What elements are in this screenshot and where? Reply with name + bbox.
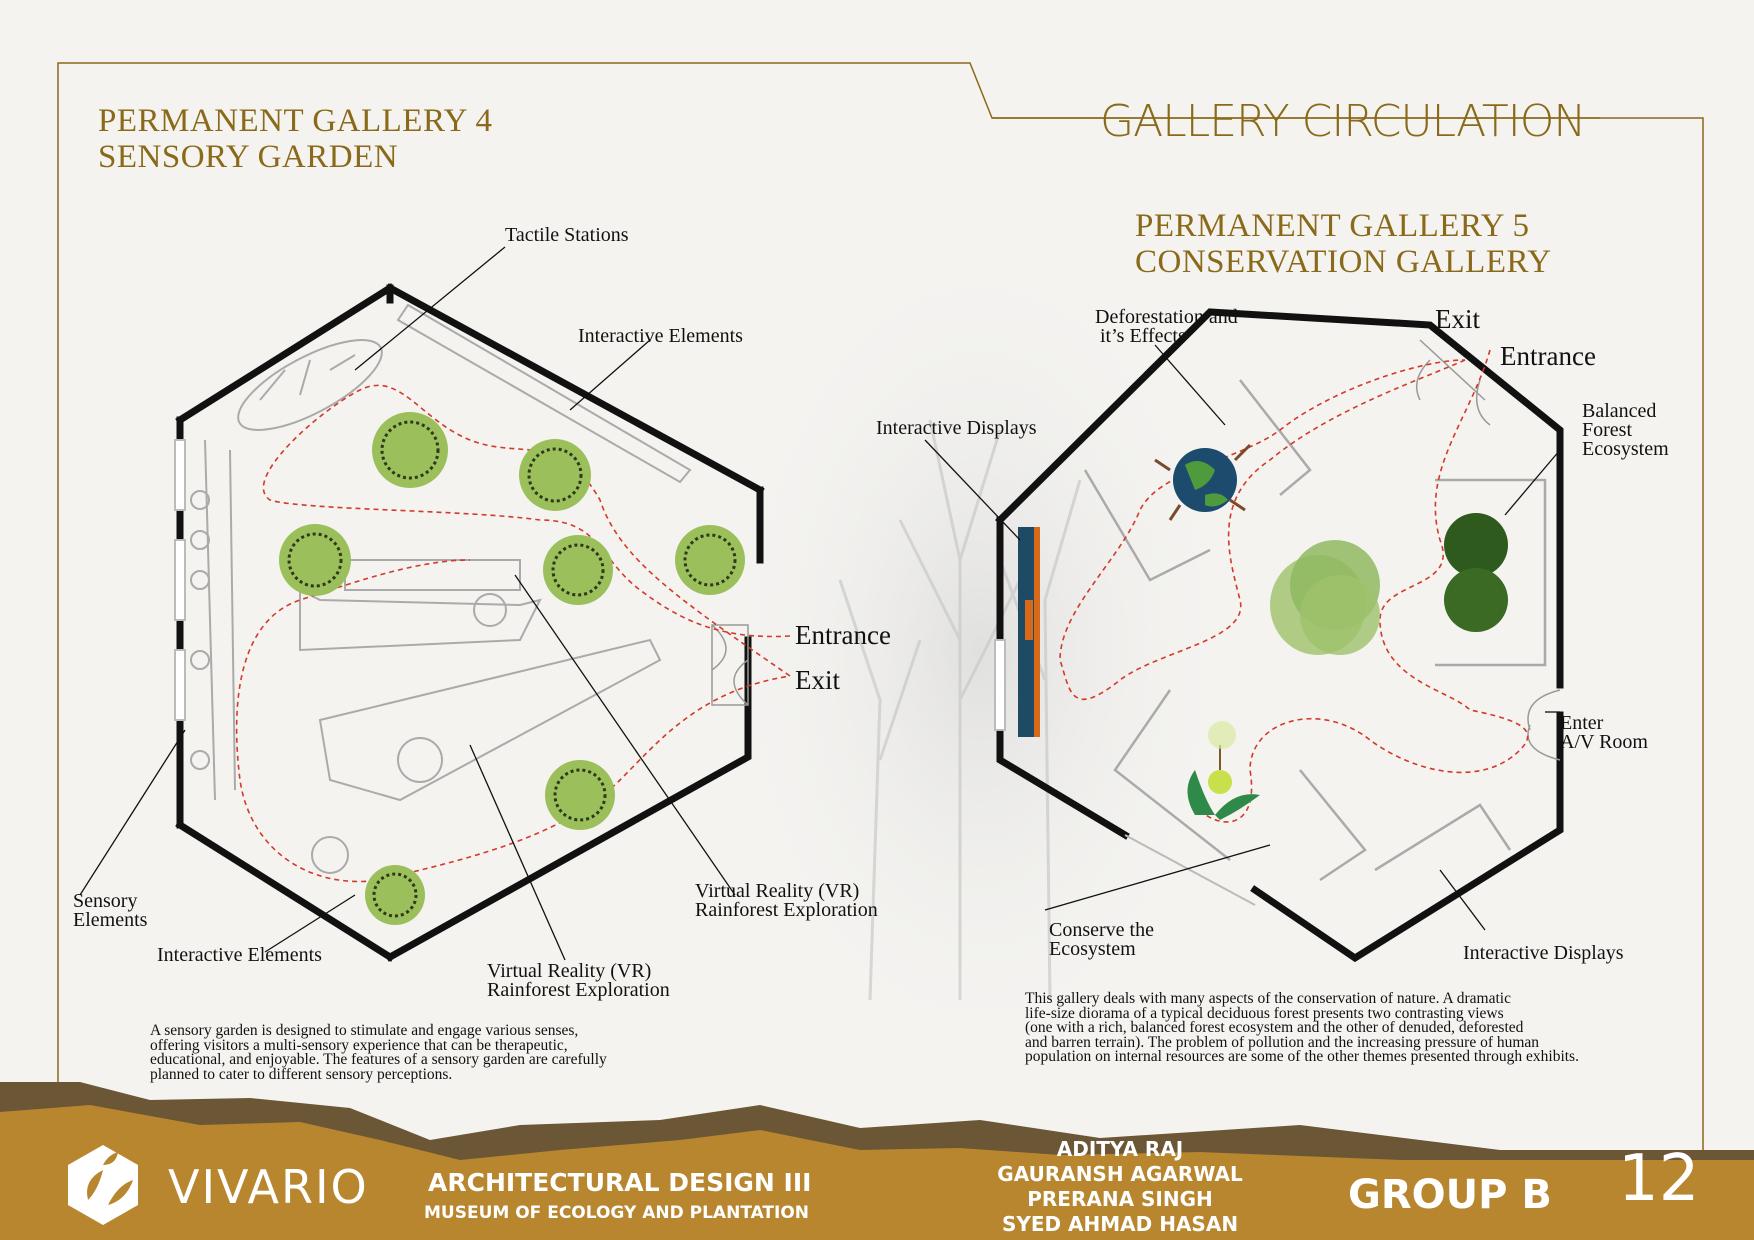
description-line: (one with a rich, balanced forest ecosystem and the other of denuded, deforested [1025, 1019, 1524, 1036]
description-line: educational, and enjoyable. The features of a sensory garden are carefully [150, 1051, 607, 1068]
label-interactive-elements-top: Interactive Elements [578, 325, 743, 347]
brand-name: VIVARIO [168, 1160, 369, 1214]
description-line: offering visitors a multi-sensory experience that can be therapeutic, [150, 1036, 568, 1054]
label-sensory-line2: Elements [73, 909, 148, 931]
label-vr-right-line2: Rainforest Exploration [695, 899, 878, 921]
group-label: GROUP B [1348, 1172, 1552, 1218]
description-line: and barren terrain). The problem of pollution and the increasing pressure of human [1025, 1033, 1540, 1051]
member-name: ADITYA RAJ [1056, 1137, 1184, 1161]
label-balanced-line2: Forest [1582, 419, 1632, 441]
gallery4-title-line2: SENSORY GARDEN [98, 139, 399, 175]
label-interactive-elements-bottom: Interactive Elements [157, 944, 322, 966]
label-g5-entrance: Entrance [1500, 341, 1596, 371]
gallery4-title-line1: PERMANENT GALLERY 4 [98, 103, 493, 139]
label-balanced-line1: Balanced [1582, 400, 1657, 422]
gallery5-title-line1: PERMANENT GALLERY 5 [1135, 208, 1530, 244]
label-vr-right-line1: Virtual Reality (VR) [695, 880, 860, 902]
label-deforestation-line2: it’s Effects [1100, 325, 1186, 347]
label-tactile-stations: Tactile Stations [505, 224, 629, 246]
project-title: MUSEUM OF ECOLOGY AND PLANTATION [424, 1203, 810, 1223]
label-vr-bottom-line2: Rainforest Exploration [487, 979, 670, 1001]
member-name: GAURANSH AGARWAL [997, 1162, 1243, 1186]
label-g4-entrance: Entrance [795, 620, 891, 650]
label-interactive-displays-bottom: Interactive Displays [1463, 942, 1624, 964]
description-line: A sensory garden is designed to stimulate and engage various senses, [150, 1022, 579, 1039]
team-members [985, 1137, 1255, 1237]
vivario-logo [58, 1140, 148, 1230]
label-deforestation-line1: Deforestation and [1095, 306, 1238, 328]
description-line: life-size diorama of a typical deciduous forest presents two contrasting views [1025, 1004, 1504, 1022]
description-line: planned to cater to different sensory perceptions. [150, 1065, 453, 1083]
label-conserve-line2: Ecosystem [1049, 938, 1136, 960]
member-name: SYED AHMAD HASAN [1001, 1212, 1239, 1236]
label-conserve-line1: Conserve the [1049, 919, 1154, 941]
label-enter-av-line2: A/V Room [1560, 731, 1648, 753]
member-name: PRERANA SINGH [1027, 1187, 1213, 1211]
label-sensory-line1: Sensory [73, 890, 138, 912]
gallery5-title-line2: CONSERVATION GALLERY [1135, 244, 1552, 280]
page-number: 12 [1618, 1142, 1700, 1216]
course-title: ARCHITECTURAL DESIGN III [428, 1168, 812, 1197]
label-g5-exit: Exit [1435, 304, 1480, 334]
label-g4-exit: Exit [795, 665, 840, 695]
label-balanced-line3: Ecosystem [1582, 438, 1669, 460]
label-interactive-displays-left: Interactive Displays [876, 417, 1037, 439]
label-vr-bottom-line1: Virtual Reality (VR) [487, 960, 652, 982]
description-line: This gallery deals with many aspects of the conservation of nature. A dramatic [1025, 990, 1511, 1007]
label-enter-av-line1: Enter [1560, 712, 1604, 734]
section-title: GALLERY CIRCULATION [1100, 96, 1586, 147]
description-line: population on internal resources are some of the other themes presented through exhibits. [1025, 1048, 1579, 1065]
